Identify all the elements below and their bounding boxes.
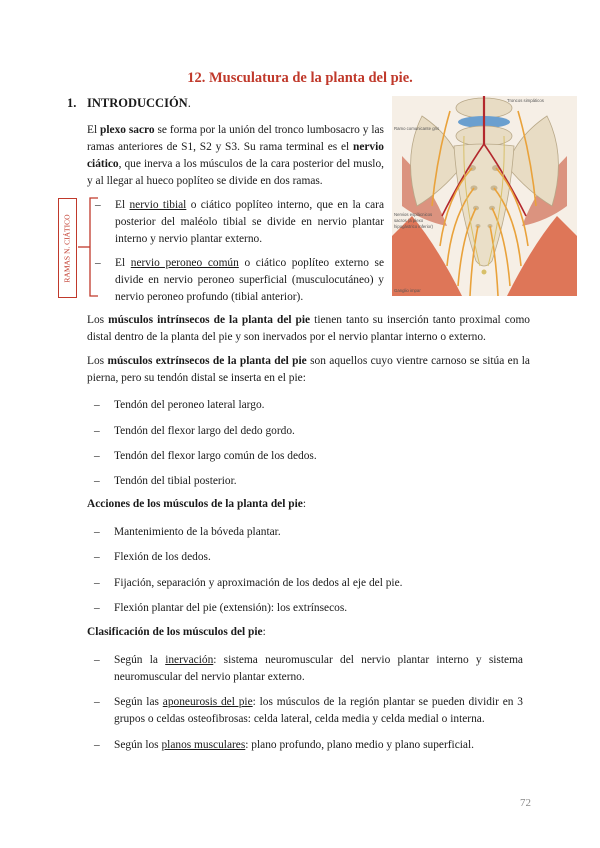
page-title: 12. Musculatura de la planta del pie.: [187, 70, 413, 86]
branch-dash: –: [95, 199, 101, 211]
intro-text-1: El: [87, 124, 101, 136]
intrinsic-term: músculos intrínsecos de la planta del pie: [108, 314, 311, 326]
sacral-plexus-illustration: [392, 96, 577, 296]
intro-term-plexo-sacro: plexo sacro: [100, 124, 155, 136]
list-item-text: : plano profundo, plano medio y plano superficial.: [245, 739, 475, 751]
list-item-text: Según los: [114, 739, 162, 751]
list-item-term: planos musculares: [161, 739, 246, 751]
intro-text-3: , que inerva a los músculos de la cara posterior del muslo, y al llegar al hueco poplíteo se divide en dos ramas.: [87, 158, 384, 187]
list-item: [94, 549, 211, 566]
intro-paragraph: [87, 122, 384, 190]
list-item: [94, 737, 523, 754]
figure-label-nervios-1: Nervios esplácnicos: [394, 212, 433, 217]
extrinsic-text-1: Los: [87, 355, 108, 367]
side-label: RAMAS N. CIÁTICO: [63, 213, 73, 283]
list-item-text: Fijación, separación y aproximación de los dedos al eje del pie.: [114, 577, 403, 589]
intro-term-nervio-ciatico: nervio ciático: [87, 141, 384, 170]
intrinsic-paragraph: [87, 312, 530, 346]
list-dash: –: [94, 425, 100, 437]
branch-text-pre: El: [115, 199, 130, 211]
intrinsic-text-2: tienen tanto su inserción tanto proximal como distal dentro de la planta del pie y son inervados por el nervio plantar interno o externo.: [87, 314, 530, 343]
extrinsic-term: músculos extrínsecos de la planta del pie: [107, 355, 307, 367]
list-item: [94, 694, 523, 728]
section-heading-text: INTRODUCCIÓN: [87, 96, 188, 110]
branch-text-pre: El: [115, 257, 131, 269]
list-item-term: aponeurosis del pie: [162, 696, 253, 708]
classification-heading: [87, 626, 266, 638]
actions-heading: [87, 498, 306, 510]
list-dash: –: [94, 739, 100, 751]
branch-dash: –: [95, 257, 101, 269]
list-dash: –: [94, 654, 100, 666]
list-dash: –: [94, 475, 100, 487]
intro-text-2: se forma por la unión del tronco lumbosacro y las ramas anteriores de S1, S2 y S3. Su rama terminal es el: [87, 124, 384, 153]
figure-label-ganglio: Ganglio impar: [394, 288, 421, 293]
classification-heading-colon: :: [262, 626, 266, 638]
list-dash: –: [94, 602, 100, 614]
section-heading-dot: .: [187, 96, 191, 110]
list-item-text: : sistema neuromuscular del nervio plantar interno y sistema neuromuscular del nervio plantar externo.: [114, 654, 523, 683]
list-item: [94, 600, 348, 617]
list-item-text: Tendón del peroneo lateral largo.: [114, 399, 265, 411]
page-number: 72: [520, 797, 531, 809]
extrinsic-paragraph: [87, 353, 530, 387]
side-label-box: [58, 198, 77, 298]
list-item: [94, 473, 237, 490]
list-item: [94, 524, 281, 541]
list-dash: –: [94, 696, 100, 708]
list-item-term: inervación: [165, 654, 214, 666]
branch-text-post: o ciático poplíteo interno, que en la cara posterior del maléolo tibial se divide en nervio plantar interno y nervio plantar externo.: [115, 199, 384, 245]
figure-label-troncos: Troncos simpáticos: [507, 98, 544, 103]
branch-item-tibial: [95, 197, 384, 248]
list-item-text: Tendón del flexor largo común de los dedos.: [114, 450, 317, 462]
list-item-text: Tendón del flexor largo del dedo gordo.: [114, 425, 295, 437]
list-dash: –: [94, 577, 100, 589]
section-heading: [67, 96, 191, 111]
list-item-text: Tendón del tibial posterior.: [114, 475, 237, 487]
list-item-text: Según las: [114, 696, 163, 708]
list-item: [94, 448, 317, 465]
list-item-text: Flexión de los dedos.: [114, 551, 211, 563]
list-item-text: Flexión plantar del pie (extensión): los extrínsecos.: [114, 602, 348, 614]
list-item: [94, 652, 523, 686]
list-dash: –: [94, 551, 100, 563]
list-item-text: : los músculos de la región plantar se pueden dividir en 3 grupos o celdas osteofibrosas: celda lateral, celda media y celda medial o interna.: [114, 696, 523, 725]
actions-heading-colon: :: [302, 498, 306, 510]
list-item-text: Según la: [114, 654, 166, 666]
branch-term-nervio-tibial: nervio tibial: [129, 199, 187, 211]
list-dash: –: [94, 450, 100, 462]
list-item: [94, 423, 295, 440]
list-item: [94, 575, 403, 592]
branch-text-post: o ciático poplíteo externo se divide en nervio peroneo superficial (musculocutáneo) y nervio peroneo profundo (tibial anterior).: [115, 257, 385, 303]
classification-heading-text: Clasificación de los músculos del pie: [87, 626, 263, 638]
figure-label-nervios-2: sacros (a plexo: [394, 218, 424, 223]
branch-term-nervio-peroneo: nervio peroneo común: [130, 257, 239, 269]
list-item-text: Mantenimiento de la bóveda plantar.: [114, 526, 281, 538]
intrinsic-text-1: Los: [87, 314, 109, 326]
branch-item-peroneo: [95, 255, 385, 306]
figure-label-nervios-3: hipogástrico inferior): [394, 224, 433, 229]
extrinsic-text-2: son aquellos cuyo vientre carnoso se sitúa en la pierna, pero su tendón distal se inserta en el pie:: [87, 355, 530, 384]
section-number: 1.: [67, 96, 77, 110]
figure-label-ramo: Ramo comunicante gris: [394, 126, 440, 131]
actions-heading-text: Acciones de los músculos de la planta del pie: [87, 498, 303, 510]
list-item: [94, 397, 265, 414]
list-dash: –: [94, 399, 100, 411]
list-dash: –: [94, 526, 100, 538]
